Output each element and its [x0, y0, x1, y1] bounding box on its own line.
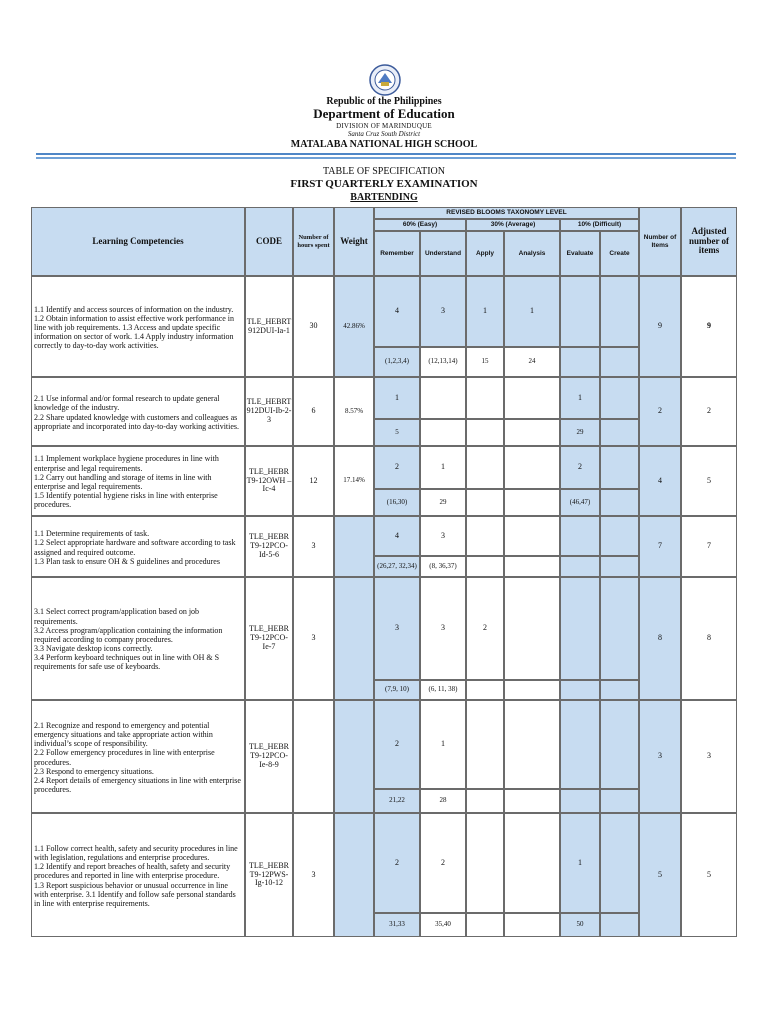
item-number-cell: (7,9, 10) — [374, 680, 420, 700]
taxonomy-count-cell — [560, 276, 600, 347]
hours-cell: 3 — [293, 516, 334, 577]
competency-cell: 1.1 Follow correct health, safety and security procedures in line with legislation, regulations and enterprise procedures. 1.2 Identify and report breaches of health, safety and security procedures and reported in line with enterprise procedure. 1.3 Report suspicious behavior or unusual occurrence in line with enterprise. 3.1 Identify and follow safe personal standards in line with enterprise requirements. — [31, 813, 245, 937]
col-difficult: 10% (Difficult) — [560, 219, 639, 231]
taxonomy-count-cell — [600, 276, 639, 347]
taxonomy-count-cell — [466, 813, 504, 913]
competency-cell: 1.1 Identify and access sources of information on the industry. 1.2 Obtain information to assist effective work performance in line with job requirements. 1.3 Access and update specific information on sector of work. 1.4 Apply industry information correctly to day-to-day work activities. — [31, 276, 245, 377]
taxonomy-count-cell — [560, 577, 600, 680]
taxonomy-count-cell: 1 — [420, 700, 466, 789]
taxonomy-count-cell — [600, 446, 639, 489]
division-label: DIVISION OF MARINDUQUE — [336, 122, 432, 130]
taxonomy-count-cell — [504, 813, 560, 913]
item-number-cell — [466, 913, 504, 937]
item-number-cell — [600, 789, 639, 813]
code-cell: TLE_HEBR T9-12PCO-Id-5-6 — [245, 516, 293, 577]
item-number-cell: 31,33 — [374, 913, 420, 937]
item-number-cell — [466, 789, 504, 813]
taxonomy-count-cell: 3 — [374, 577, 420, 680]
item-number-cell — [504, 913, 560, 937]
col-weight: Weight — [334, 207, 374, 276]
item-number-cell — [600, 556, 639, 577]
item-number-cell: 35,40 — [420, 913, 466, 937]
weight-cell: 17.14% — [334, 446, 374, 516]
col-understand: Understand — [420, 231, 466, 276]
taxonomy-count-cell: 4 — [374, 276, 420, 347]
hours-cell: 3 — [293, 813, 334, 937]
item-number-cell — [560, 347, 600, 377]
item-number-cell — [560, 556, 600, 577]
competency-cell: 1.1 Determine requirements of task. 1.2 Select appropriate hardware and software according to task assigned and required outcome. 1.3 Plan task to ensure OH & S guidelines and procedures — [31, 516, 245, 577]
item-number-cell — [600, 419, 639, 446]
col-analysis: Analysis — [504, 231, 560, 276]
taxonomy-count-cell — [466, 516, 504, 556]
school-name: MATALABA NATIONAL HIGH SCHOOL — [290, 139, 478, 150]
weight-cell: 42.86% — [334, 276, 374, 377]
item-number-cell: 5 — [374, 419, 420, 446]
header-rule-top — [36, 153, 736, 155]
col-learning-competencies: Learning Competencies — [31, 207, 245, 276]
code-cell: TLE_HEBRT 912DUI-Ia-1 — [245, 276, 293, 377]
taxonomy-count-cell — [504, 377, 560, 419]
competency-cell: 2.1 Recognize and respond to emergency and potential emergency situations and take appropriate action within individual’s scope of responsibility. 2.2 Follow emergency procedures in line with enterprise procedures. 2.3 Respond to emergency situations. 2.4 Report details of emergency situations in line with enterprise procedures. — [31, 700, 245, 813]
taxonomy-count-cell: 1 — [560, 813, 600, 913]
adjusted-items-cell: 9 — [681, 276, 737, 377]
deped-seal-logo — [369, 64, 401, 96]
item-number-cell: (12,13,14) — [420, 347, 466, 377]
number-of-items-cell: 7 — [639, 516, 681, 577]
taxonomy-count-cell: 3 — [420, 276, 466, 347]
item-number-cell — [504, 419, 560, 446]
code-cell: TLE_HEBRT 912DUI-Ib-2-3 — [245, 377, 293, 446]
taxonomy-count-cell — [504, 446, 560, 489]
taxonomy-count-cell: 2 — [420, 813, 466, 913]
adjusted-items-cell: 2 — [681, 377, 737, 446]
adjusted-items-cell: 7 — [681, 516, 737, 577]
taxonomy-count-cell — [600, 577, 639, 680]
item-number-cell: 15 — [466, 347, 504, 377]
item-number-cell: (6, 11, 38) — [420, 680, 466, 700]
taxonomy-count-cell: 2 — [374, 813, 420, 913]
item-number-cell — [466, 489, 504, 516]
taxonomy-count-cell — [600, 813, 639, 913]
number-of-items-cell: 3 — [639, 700, 681, 813]
col-create: Create — [600, 231, 639, 276]
taxonomy-count-cell: 2 — [374, 446, 420, 489]
code-cell: TLE_HEBR T9-12OWH – Ic-4 — [245, 446, 293, 516]
taxonomy-count-cell: 2 — [466, 577, 504, 680]
taxonomy-count-cell — [504, 700, 560, 789]
weight-cell — [334, 813, 374, 937]
weight-cell — [334, 700, 374, 813]
taxonomy-count-cell — [466, 377, 504, 419]
taxonomy-count-cell — [466, 446, 504, 489]
item-number-cell — [560, 680, 600, 700]
hours-cell: 3 — [293, 577, 334, 700]
col-hours: Number of hours spent — [293, 207, 334, 276]
number-of-items-cell: 2 — [639, 377, 681, 446]
hours-cell: 12 — [293, 446, 334, 516]
competency-cell: 1.1 Implement workplace hygiene procedures in line with enterprise and legal requirements. 1.2 Carry out handling and storage of items in line with enterprise and legal requirements. 1.5 Identify potential hygiene risks in line with enterprise procedures. — [31, 446, 245, 516]
taxonomy-count-cell: 3 — [420, 577, 466, 680]
number-of-items-cell: 9 — [639, 276, 681, 377]
item-number-cell: (26,27, 32,34) — [374, 556, 420, 577]
code-cell: TLE_HEBR T9-12PWS-Ig-10-12 — [245, 813, 293, 937]
taxonomy-count-cell — [504, 516, 560, 556]
taxonomy-count-cell — [600, 700, 639, 789]
weight-cell: 8.57% — [334, 377, 374, 446]
item-number-cell — [504, 489, 560, 516]
number-of-items-cell: 8 — [639, 577, 681, 700]
taxonomy-count-cell: 1 — [560, 377, 600, 419]
col-code: CODE — [245, 207, 293, 276]
item-number-cell — [560, 789, 600, 813]
taxonomy-count-cell: 1 — [374, 377, 420, 419]
item-number-cell — [466, 419, 504, 446]
item-number-cell: (8, 36,37) — [420, 556, 466, 577]
adjusted-items-cell: 5 — [681, 446, 737, 516]
col-number-of-items: Number of Items — [639, 207, 681, 276]
item-number-cell — [466, 556, 504, 577]
district-label: Santa Cruz South District — [347, 130, 421, 138]
republic-label: Republic of the Philippines — [326, 96, 442, 107]
item-number-cell: (1,2,3,4) — [374, 347, 420, 377]
adjusted-items-cell: 3 — [681, 700, 737, 813]
taxonomy-count-cell — [504, 577, 560, 680]
taxonomy-count-cell: 2 — [560, 446, 600, 489]
header-rule-bottom — [36, 157, 736, 159]
col-taxonomy: REVISED BLOOMS TAXONOMY LEVEL — [374, 207, 639, 219]
col-evaluate: Evaluate — [560, 231, 600, 276]
item-number-cell — [420, 419, 466, 446]
item-number-cell — [600, 680, 639, 700]
col-easy: 60% (Easy) — [374, 219, 466, 231]
item-number-cell — [504, 556, 560, 577]
item-number-cell: 29 — [560, 419, 600, 446]
taxonomy-count-cell — [466, 700, 504, 789]
taxonomy-count-cell — [560, 516, 600, 556]
item-number-cell: (46,47) — [560, 489, 600, 516]
taxonomy-count-cell — [600, 516, 639, 556]
adjusted-items-cell: 5 — [681, 813, 737, 937]
competency-cell: 2.1 Use informal and/or formal research to update general knowledge of the industry. 2.2 Share updated knowledge with customers and colleagues as appropriate and incorporated into day-to-day working activities. — [31, 377, 245, 446]
taxonomy-count-cell: 1 — [420, 446, 466, 489]
exam-title: FIRST QUARTERLY EXAMINATION — [290, 178, 478, 190]
taxonomy-count-cell — [420, 377, 466, 419]
item-number-cell: (16,30) — [374, 489, 420, 516]
item-number-cell: 50 — [560, 913, 600, 937]
competency-cell: 3.1 Select correct program/application based on job requirements. 3.2 Access program/application containing the information required according to company procedures. 3.3 Navigate desktop icons correctly. 3.4 Perform keyboard techniques out in line with OH & S requirements for safe use of keyboards. — [31, 577, 245, 700]
hours-cell — [293, 700, 334, 813]
code-cell: TLE_HEBR T9-12PCO-Ie-7 — [245, 577, 293, 700]
number-of-items-cell: 5 — [639, 813, 681, 937]
item-number-cell — [600, 489, 639, 516]
col-remember: Remember — [374, 231, 420, 276]
weight-cell — [334, 516, 374, 577]
taxonomy-count-cell: 3 — [420, 516, 466, 556]
item-number-cell — [600, 913, 639, 937]
col-apply: Apply — [466, 231, 504, 276]
item-number-cell: 21,22 — [374, 789, 420, 813]
subject-title: BARTENDING — [350, 192, 418, 203]
item-number-cell: 28 — [420, 789, 466, 813]
taxonomy-count-cell: 1 — [504, 276, 560, 347]
taxonomy-count-cell: 2 — [374, 700, 420, 789]
item-number-cell — [504, 680, 560, 700]
department-title: Department of Education — [313, 106, 455, 121]
taxonomy-count-cell — [560, 700, 600, 789]
hours-cell: 30 — [293, 276, 334, 377]
code-cell: TLE_HEBR T9-12PCO-Ie-8-9 — [245, 700, 293, 813]
item-number-cell: 29 — [420, 489, 466, 516]
taxonomy-count-cell: 1 — [466, 276, 504, 347]
item-number-cell — [600, 347, 639, 377]
item-number-cell — [504, 789, 560, 813]
item-number-cell: 24 — [504, 347, 560, 377]
col-adjusted-items: Adjusted number of items — [681, 207, 737, 276]
taxonomy-count-cell: 4 — [374, 516, 420, 556]
taxonomy-count-cell — [600, 377, 639, 419]
weight-cell — [334, 577, 374, 700]
adjusted-items-cell: 8 — [681, 577, 737, 700]
document-title: TABLE OF SPECIFICATION — [323, 166, 445, 177]
item-number-cell — [466, 680, 504, 700]
hours-cell: 6 — [293, 377, 334, 446]
number-of-items-cell: 4 — [639, 446, 681, 516]
col-average: 30% (Average) — [466, 219, 560, 231]
